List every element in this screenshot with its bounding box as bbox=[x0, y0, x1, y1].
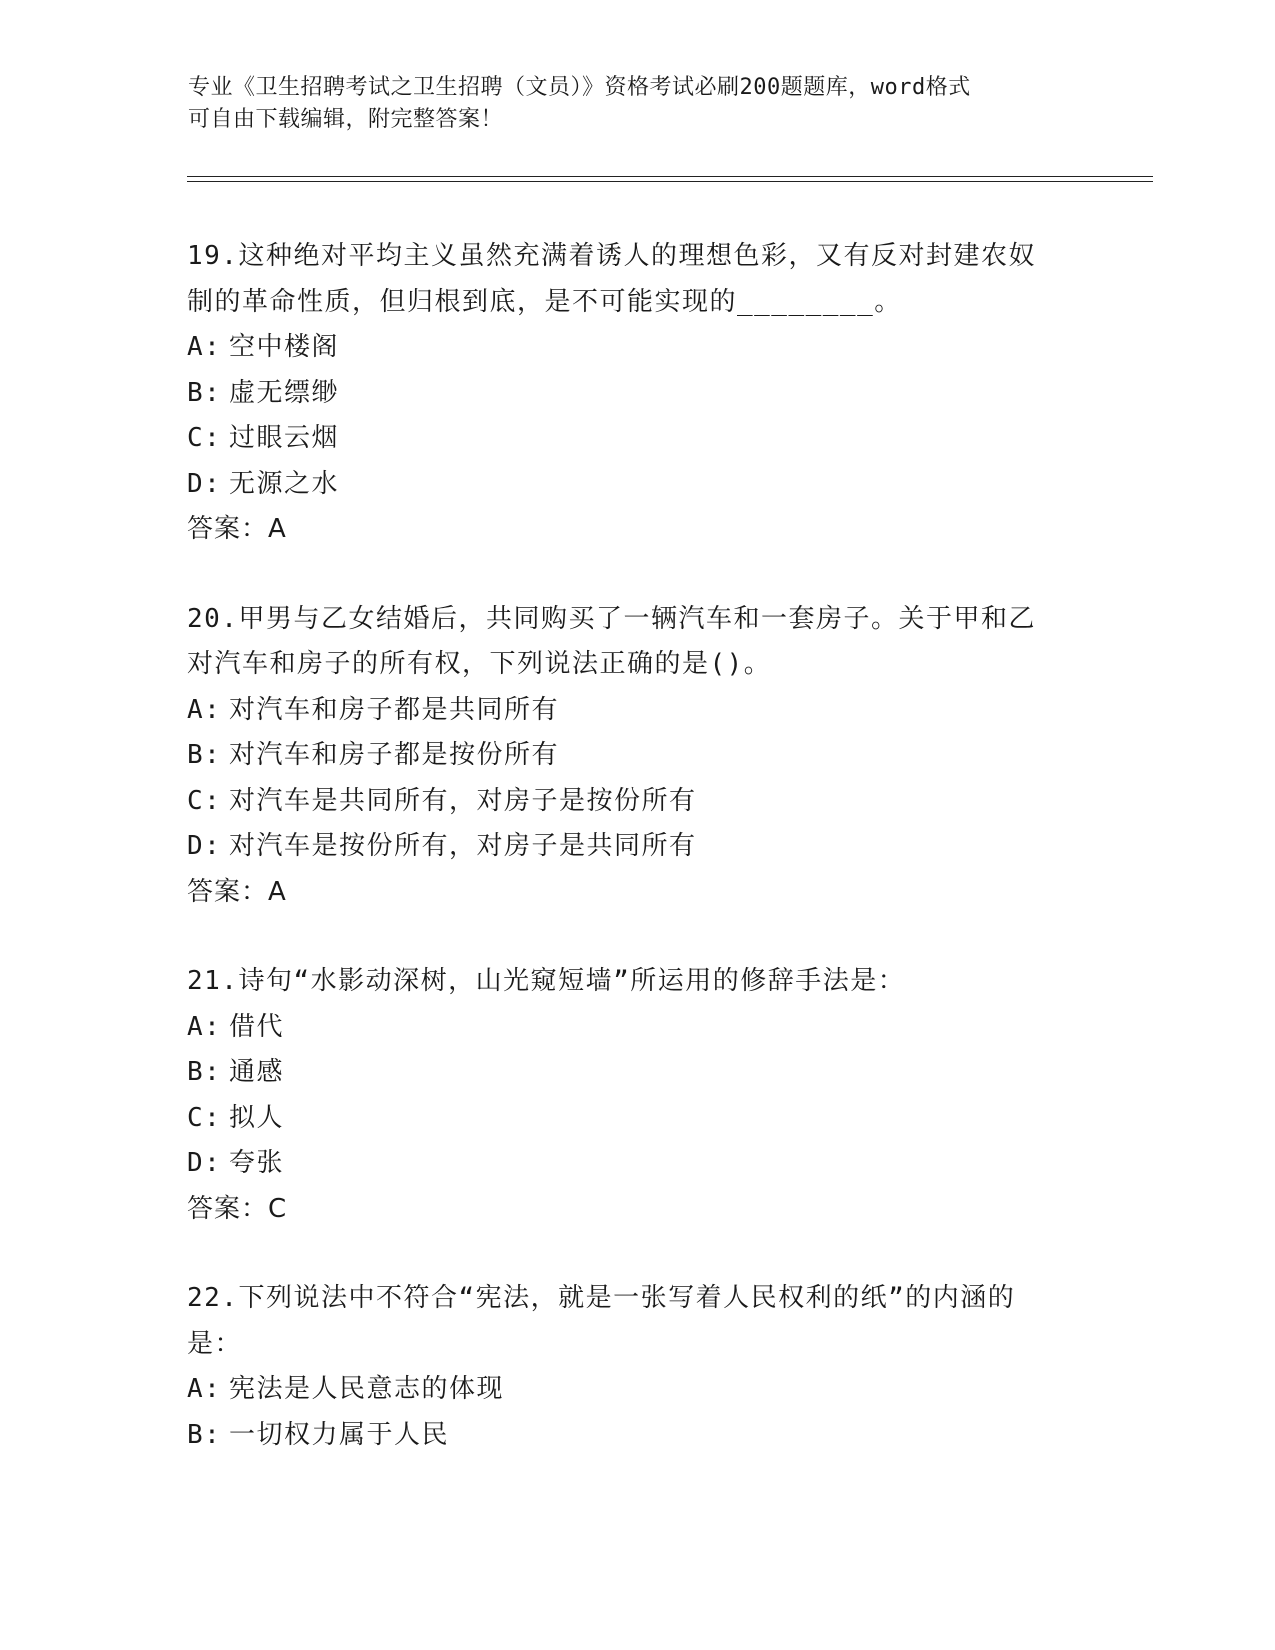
option-key: D: bbox=[187, 468, 222, 499]
option-key: B: bbox=[187, 377, 222, 408]
header-line-1: 专业《卫生招聘考试之卫生招聘（文员）》资格考试必刷200题题库，word格式 bbox=[188, 75, 971, 100]
option-b bbox=[187, 1413, 1087, 1459]
option-key: C: bbox=[187, 785, 222, 816]
question-text-line: 22.下列说法中不符合“宪法，就是一张写着人民权利的纸”的内涵的 bbox=[187, 1283, 1016, 1313]
option-text: 一切权力属于人民 bbox=[229, 1419, 450, 1450]
option-a bbox=[187, 1005, 1087, 1051]
option-c bbox=[187, 779, 1087, 825]
question-text-line: 对汽车和房子的所有权，下列说法正确的是()。 bbox=[187, 649, 772, 679]
option-key: D: bbox=[187, 831, 222, 861]
option-key: A: bbox=[187, 1374, 222, 1404]
option-text: 对汽车是按份所有，对房子是共同所有 bbox=[229, 831, 697, 861]
option-text: 对汽车是共同所有，对房子是按份所有 bbox=[229, 785, 697, 816]
option-c bbox=[187, 416, 1087, 462]
question-20 bbox=[187, 597, 1087, 916]
answer-line: 答案：A bbox=[187, 876, 287, 907]
option-d bbox=[187, 1141, 1087, 1187]
question-list bbox=[187, 234, 1087, 1502]
option-key: A: bbox=[187, 1011, 222, 1042]
option-text: 夸张 bbox=[229, 1148, 285, 1178]
question-19 bbox=[187, 234, 1087, 553]
option-text: 无源之水 bbox=[229, 468, 340, 499]
document-header bbox=[188, 72, 1088, 136]
header-divider-bottom bbox=[187, 181, 1153, 182]
option-c bbox=[187, 1096, 1087, 1142]
option-b bbox=[187, 1050, 1087, 1096]
question-22 bbox=[187, 1276, 1087, 1458]
option-text: 虚无缥缈 bbox=[229, 377, 340, 408]
option-text: 对汽车和房子都是共同所有 bbox=[229, 694, 560, 725]
answer-line: 答案：C bbox=[187, 1193, 288, 1224]
option-text: 过眼云烟 bbox=[229, 423, 340, 453]
option-a bbox=[187, 1367, 1087, 1413]
header-line-2: 可自由下载编辑，附完整答案！ bbox=[188, 107, 504, 132]
option-text: 对汽车和房子都是按份所有 bbox=[229, 740, 560, 770]
option-key: A: bbox=[187, 332, 222, 362]
option-key: B: bbox=[187, 1057, 222, 1087]
question-text-line: 20.甲男与乙女结婚后，共同购买了一辆汽车和一套房子。关于甲和乙 bbox=[187, 603, 1036, 634]
option-key: D: bbox=[187, 1148, 222, 1178]
question-text-line: 是： bbox=[187, 1328, 243, 1359]
option-d bbox=[187, 824, 1087, 870]
question-text-line: 19.这种绝对平均主义虽然充满着诱人的理想色彩，又有反对封建农奴 bbox=[187, 241, 1036, 271]
header-divider-top bbox=[187, 176, 1153, 177]
option-a bbox=[187, 325, 1087, 371]
option-key: B: bbox=[187, 740, 222, 770]
answer-line: 答案：A bbox=[187, 514, 287, 544]
option-text: 拟人 bbox=[229, 1102, 285, 1133]
option-b bbox=[187, 371, 1087, 417]
option-text: 通感 bbox=[229, 1057, 285, 1087]
question-text-line: 制的革命性质，但归根到底，是不可能实现的________。 bbox=[187, 286, 902, 317]
option-text: 借代 bbox=[229, 1011, 285, 1042]
option-b bbox=[187, 733, 1087, 779]
option-key: C: bbox=[187, 1102, 222, 1133]
option-d bbox=[187, 462, 1087, 508]
question-21 bbox=[187, 959, 1087, 1232]
option-key: A: bbox=[187, 694, 222, 725]
question-text-line: 21.诗句“水影动深树，山光窥短墙”所运用的修辞手法是： bbox=[187, 966, 906, 996]
option-key: C: bbox=[187, 423, 222, 453]
option-key: B: bbox=[187, 1419, 222, 1450]
option-text: 空中楼阁 bbox=[229, 332, 340, 362]
option-a bbox=[187, 688, 1087, 734]
option-text: 宪法是人民意志的体现 bbox=[229, 1374, 505, 1404]
